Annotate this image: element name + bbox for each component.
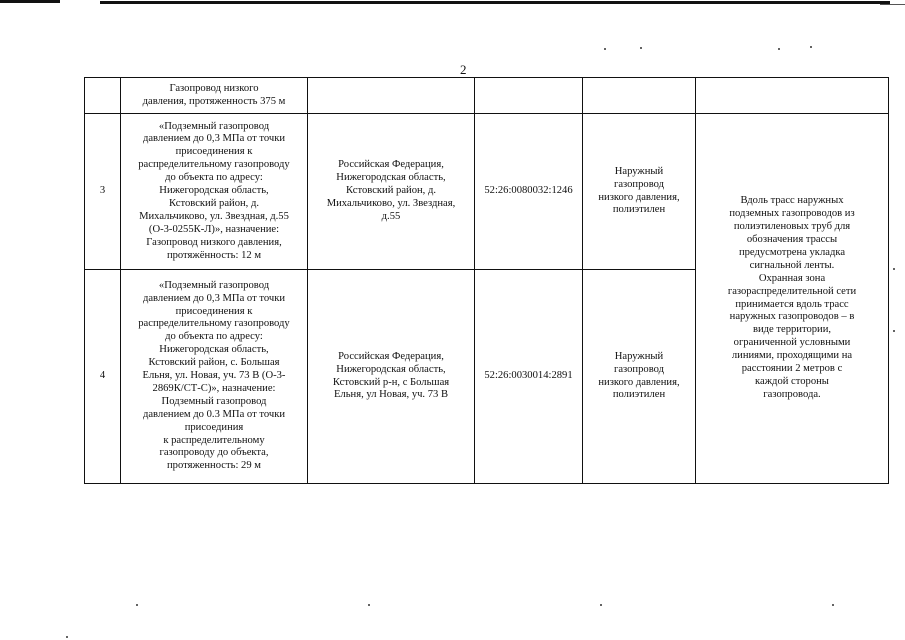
page-number: 2 [460, 62, 467, 77]
object-name-cell: «Подземный газопровод давлением до 0,3 МПа от точки присоединения к распределительному газопроводу до объекта по адресу: Нижегородская область, Кстовский район, с. Большая Ельня, ул. Новая, уч. 73 В (О-3- 2869К/СТ-С)», назначение: Подземный газопровод давлением до 0.3 МПа от точки присоединия к распределительному газопроводу до объекта, протяженность: 29 м [121, 270, 308, 484]
row-number-cell [85, 78, 121, 114]
object-name-cell: Газопровод низкого давления, протяженность 375 м [121, 78, 308, 114]
scan-speck [604, 48, 606, 50]
table-row [85, 114, 889, 270]
scan-speck [893, 330, 895, 332]
address-cell: Российская Федерация, Нижегородская область, Кстовский р-н, с Большая Ельня, ул Новая, уч. 73 В [308, 270, 475, 484]
table-row [85, 78, 889, 114]
object-type-cell [583, 78, 696, 114]
scan-speck [778, 48, 780, 50]
row-number-cell: 4 [85, 270, 121, 484]
scan-speck [600, 604, 602, 606]
row-number-cell: 3 [85, 114, 121, 270]
object-type-cell: Наружный газопровод низкого давления, полиэтилен [583, 270, 696, 484]
scan-speck [893, 268, 895, 270]
address-cell: Российская Федерация, Нижегородская область, Кстовский район, д. Михальчиково, ул. Звездная, д.55 [308, 114, 475, 270]
cadastral-number-cell [475, 78, 583, 114]
protection-zone-notes-cell: Вдоль трасс наружных подземных газопроводов из полиэтиленовых труб для обозначения трассы предусмотрена укладка сигнальной ленты. Охранная зона газораспределительной сети принимается вдоль трасс наружных газопроводов – в виде территории, ограниченной условными линиями, проходящими на расстоянии 2 метров с каждой стороны газопровода. [696, 114, 889, 484]
address-cell [308, 78, 475, 114]
scan-speck [66, 636, 68, 638]
scan-speck [810, 46, 812, 48]
cadastral-number-cell: 52:26:0080032:1246 [475, 114, 583, 270]
object-type-cell: Наружный газопровод низкого давления, полиэтилен [583, 114, 696, 270]
scan-speck [136, 604, 138, 606]
document-table [84, 77, 889, 484]
scan-speck [368, 604, 370, 606]
scan-speck [640, 47, 642, 49]
notes-cell [696, 78, 889, 114]
object-name-cell: «Подземный газопровод давлением до 0,3 МПа от точки присоединения к распределительному газопроводу до объекта по адресу: Нижегородская область, Кстовский район, д. Михальчиково, ул. Звездная, д.55 (О-3-0255К-Л)», назначение: Газопровод низкого давления, протяжённость: 12 м [121, 114, 308, 270]
top-scan-edge [0, 0, 905, 7]
scan-speck [832, 604, 834, 606]
cadastral-number-cell: 52:26:0030014:2891 [475, 270, 583, 484]
